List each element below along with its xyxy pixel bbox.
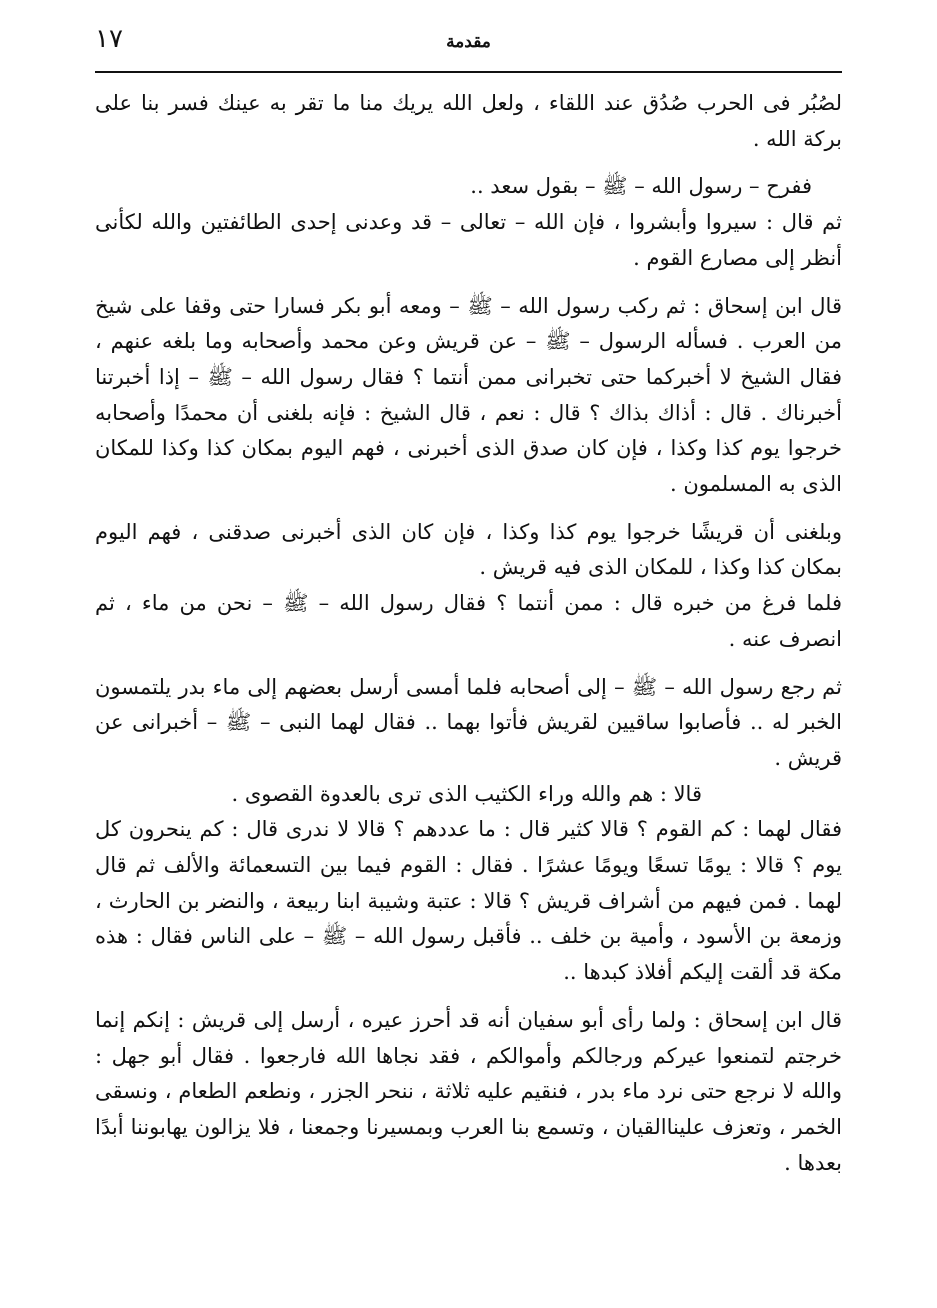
body-text (95, 86, 842, 1181)
paragraph: قال ابن إسحاق : ولما رأى أبو سفيان أنه قد أحرز عيره ، أرسل إلى قريش : إنكم إنما خرجتم لتمنعوا عيركم ورجالكم وأموالكم ، فقد نجاها الله فارجعوا . فقال أبو جهل : والله لا نرجع حتى نرد ماء بدر ، فنقيم عليه ثلاثة ، ننحر الجزر ، ونطعم الطعام ، ونسقى الخمر ، وتعزف عليناالقيان ، وتسمع بنا العرب وبمسيرنا وجمعنا ، فلا يزالون يهابوننا أبدًا بعدها . (95, 1007, 842, 1175)
paragraph: ثم رجع رسول الله – ﷺ – إلى أصحابه فلما أمسى أرسل بعضهم إلى ماء بدر يلتمسون الخبر له .. فأصابوا ساقيين لقريش فأتوا بهما .. فقال لهما النبى – ﷺ – أخبرانى عن قريش . (95, 674, 842, 770)
paragraph: قال ابن إسحاق : ثم ركب رسول الله – ﷺ – ومعه أبو بكر فسارا حتى وقفا على شيخ من العرب . فسأله الرسول – ﷺ – عن قريش وعن محمد وأصحابه وما بلغه عنهم ، فقال الشيخ لا أخبركما حتى تخبرانى ممن أنتما ؟ فقال رسول الله – ﷺ – إذا أخبرتنا أخبرناك . قال : أذاك بذاك ؟ قال : نعم ، قال الشيخ : فإنه بلغنى أن محمدًا وأصحابه خرجوا يوم كذا وكذا ، فإن كان صدق الذى أخبرنى ، فهم اليوم بمكان كذا وكذا للمكان الذى به المسلمون . (95, 293, 842, 497)
paragraph: قالا : هم والله وراء الكثيب الذى ترى بالعدوة القصوى . (231, 781, 702, 806)
paragraph: ففرح – رسول الله – ﷺ – بقول سعد .. (470, 174, 812, 199)
page-number: ١٧ (95, 24, 123, 54)
header-rule (95, 71, 842, 73)
paragraph: فقال لهما : كم القوم ؟ قالا كثير قال : ما عددهم ؟ قالا لا ندرى قال : كم ينحرون كل يوم ؟ قالا : يومًا تسعًا ويومًا عشرًا . فقال : القوم فيما بين التسعمائة والألف ثم قال لهما . فمن فيهم من أشراف قريش ؟ قالا : عتبة وشيبة ابنا ربيعة ، والنضر بن الحارث ، وزمعة بن الأسود ، وأمية بن خلف .. فأقبل رسول الله – ﷺ – على الناس فقال : هذه مكة قد ألقت إليكم أفلاذ كبدها .. (95, 817, 842, 985)
paragraph: فلما فرغ من خبره قال : ممن أنتما ؟ فقال رسول الله – ﷺ – نحن من ماء ، ثم انصرف عنه . (95, 591, 842, 651)
running-title: مقدمة (446, 32, 491, 52)
paragraph: وبلغنى أن قريشًا خرجوا يوم كذا وكذا ، فإن كان الذى أخبرنى صدقنى ، فهم اليوم بمكان كذا وكذا ، للمكان الذى فيه قريش . (95, 519, 842, 580)
paragraph: لصُبُر فى الحرب صُدُق عند اللقاء ، ولعل الله يريك منا ما تقر به عينك فسر بنا على بركة الله . (95, 91, 842, 151)
paragraph: ثم قال : سيروا وأبشروا ، فإن الله – تعالى – قد وعدنى إحدى الطائفتين والله لكأنى أنظر إلى مصارع القوم . (95, 210, 842, 270)
